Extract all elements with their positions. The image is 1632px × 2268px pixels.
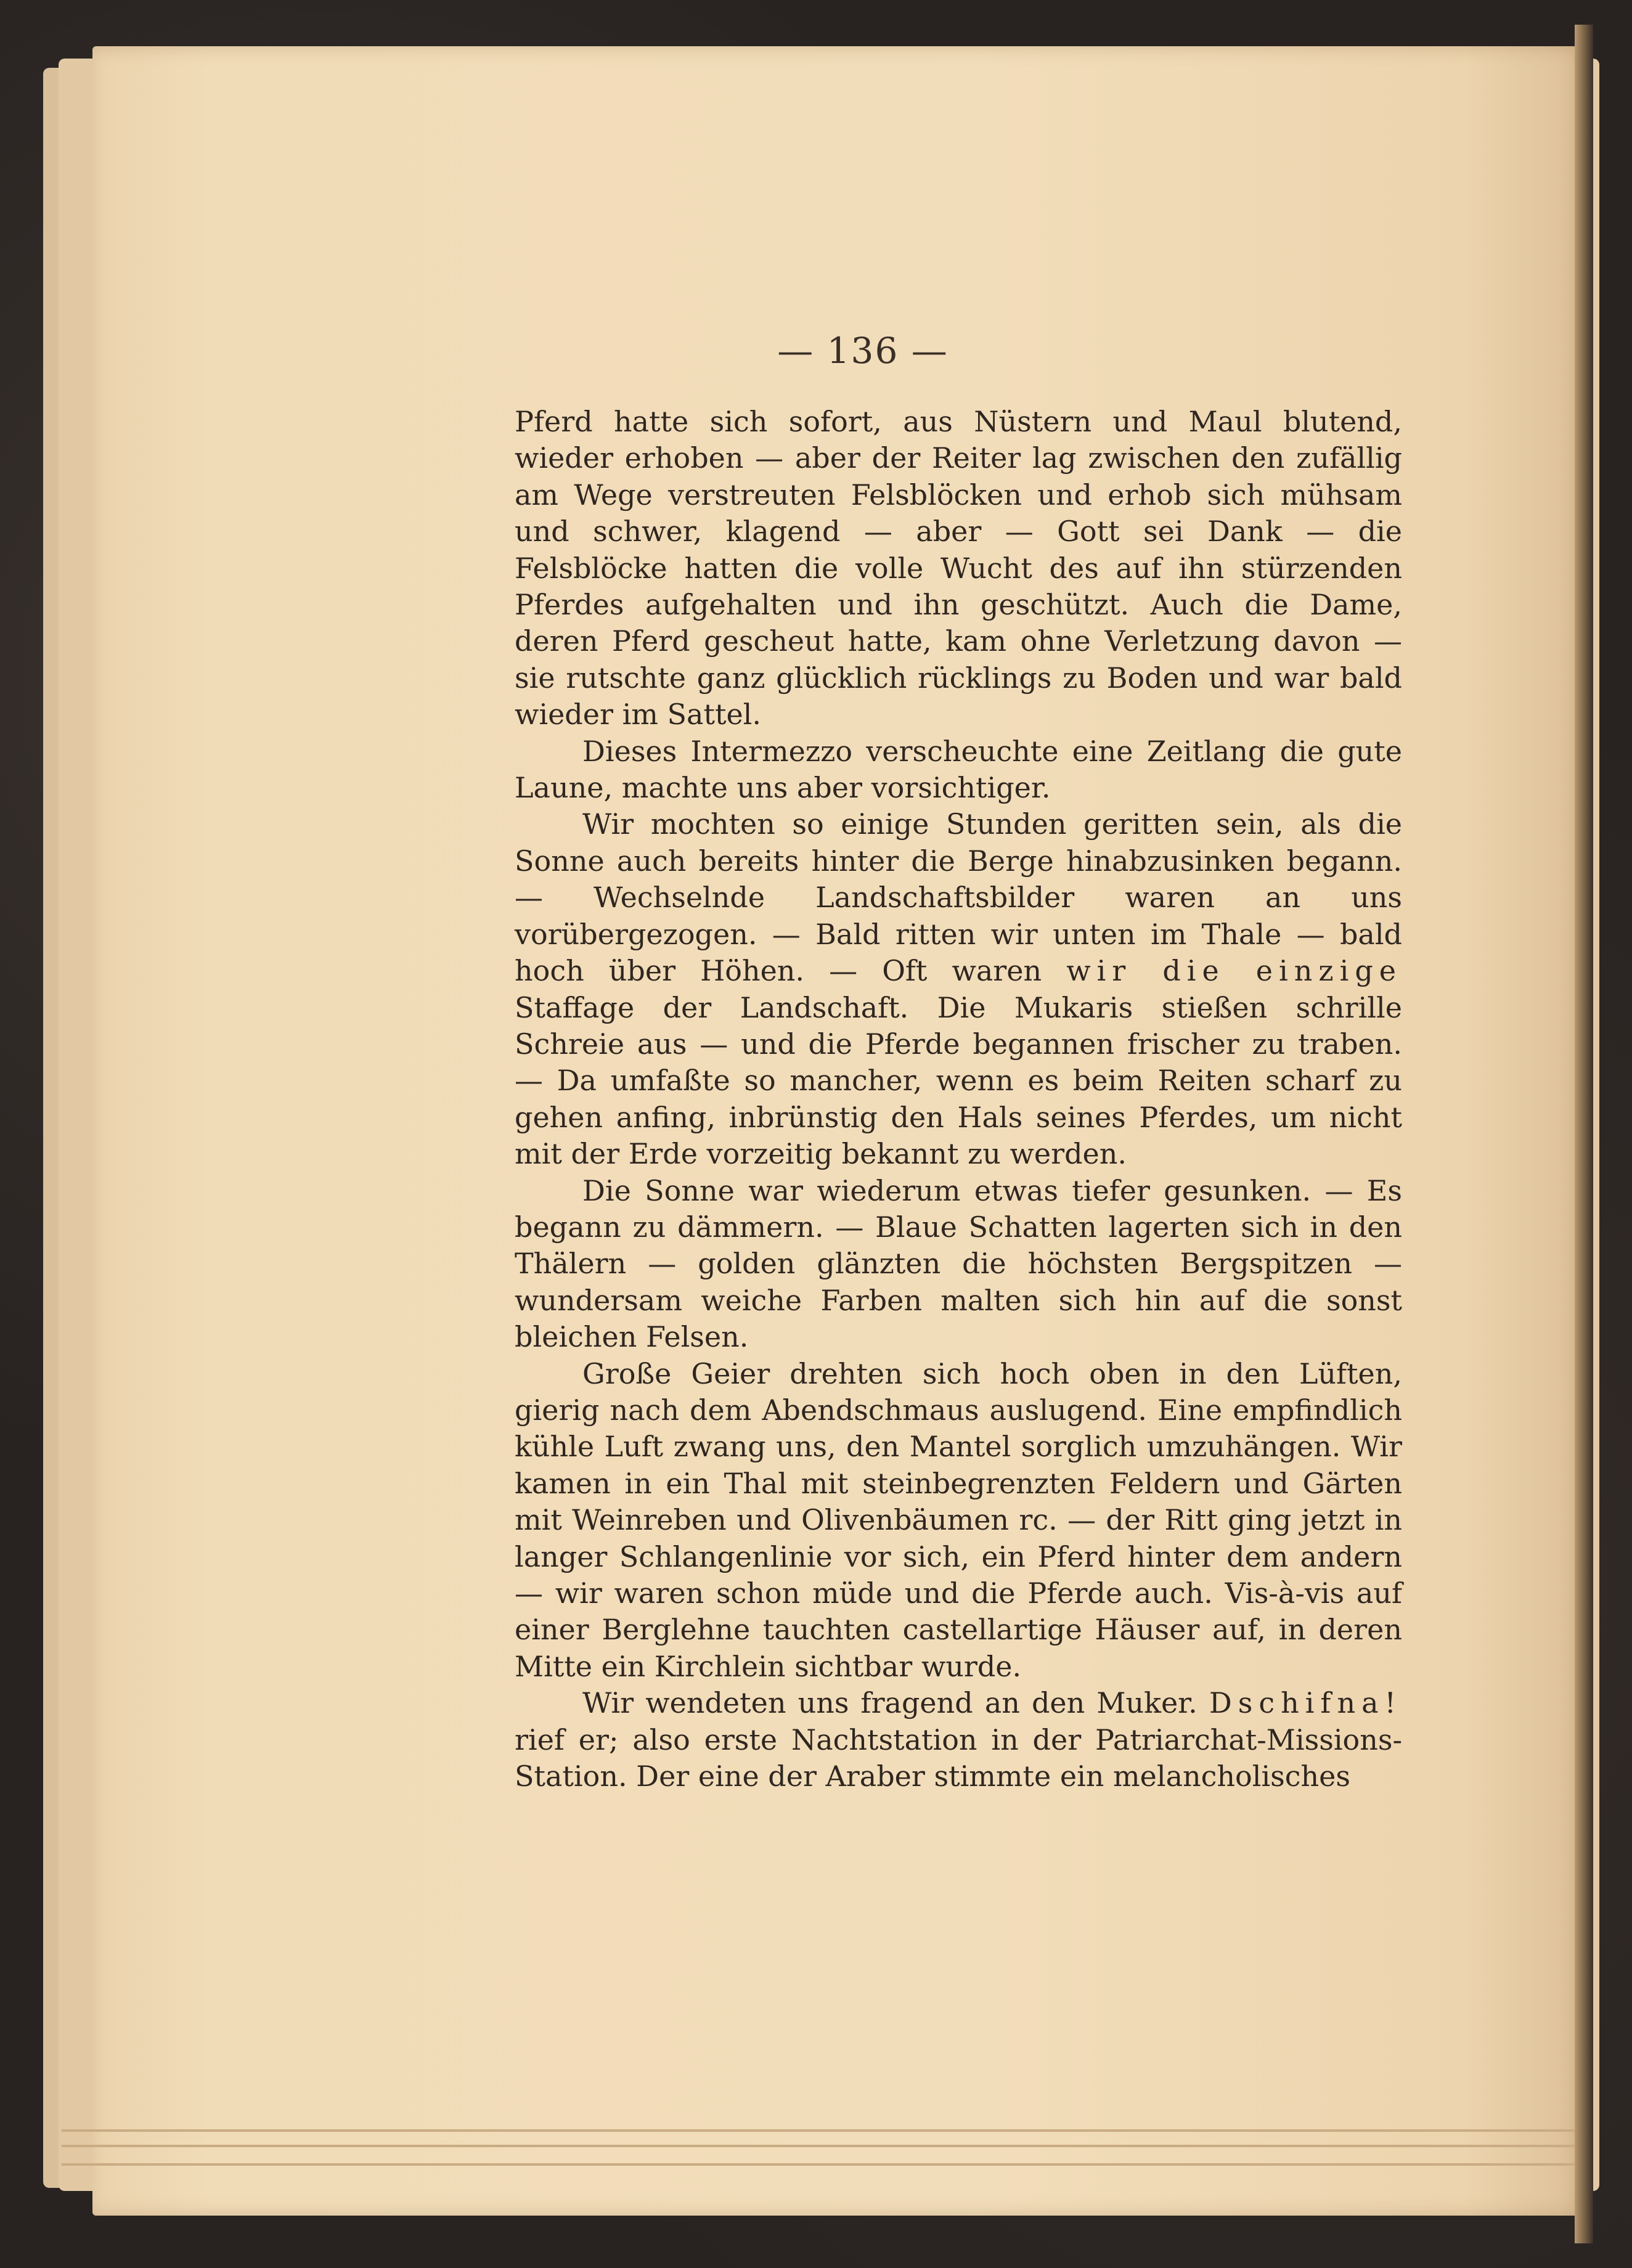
paragraph-2: Dieses Intermezzo verscheuchte eine Zeitlang die gute Laune, machte uns aber vorsichtiger. [515,734,1402,805]
page-edge-line [62,2145,1584,2147]
paragraph-4: Die Sonne war wiederum etwas tiefer gesunken. — Es begann zu dämmern. — Blaue Schatten lagerten sich in den Thälern — golden glänzten die höchsten Bergspitzen — wundersam weiche Farben malten sich hin auf die sonst bleichen Felsen. [515,1173,1402,1354]
paragraph-6-spaced-emphasis: Dschifna! [1209,1686,1402,1720]
paragraph-6 [515,1685,1402,1795]
paragraph-6-part-2: rief er; also erste Nachtstation in der Patriarchat-Missions-Station. Der eine der Araber stimmte ein melancholisches [515,1723,1402,1793]
book-spine [1575,25,1593,2243]
paragraph-3 [515,806,1402,1172]
body-text [515,404,1402,1795]
paragraph-3-part-2: Staffage der Landschaft. Die Mukaris stießen schrille Schreie aus — und die Pferde begannen frischer zu traben. — Da umfaßte so mancher, wenn es beim Reiten scharf zu gehen anfing, inbrünstig den Hals seines Pferdes, um nicht mit der Erde vorzeitig bekannt zu werden. [515,990,1402,1171]
paragraph-5: Große Geier drehten sich hoch oben in den Lüften, gierig nach dem Abendschmaus auslugend. Eine empfindlich kühle Luft zwang uns, den Mantel sorglich umzuhängen. Wir kamen in ein Thal mit steinbegrenzten Feldern und Gärten mit Weinreben und Olivenbäumen rc. — der Ritt ging jetzt in langer Schlangenlinie vor sich, ein Pferd hinter dem andern — wir waren schon müde und die Pferde auch. Vis-à-vis auf einer Berglehne tauchten castellartige Häuser auf, in deren Mitte ein Kirchlein sichtbar wurde. [515,1356,1402,1683]
paragraph-3-spaced-emphasis: wir die einzige [1066,954,1402,988]
paragraph-1: Pferd hatte sich sofort, aus Nüstern und Maul blutend, wieder erhoben — aber der Reiter lag zwischen den zufällig am Wege verstreuten Felsblöcken und erhob sich mühsam und schwer, klagend — aber — Gott sei Dank — die Felsblöcke hatten die volle Wucht des auf ihn stürzenden Pferdes aufgehalten und ihn geschützt. Auch die Dame, deren Pferd gescheut hatte, kam ohne Verletzung davon — sie rutschte ganz glücklich rücklings zu Boden und war bald wieder im Sattel. [515,405,1402,732]
paragraph-6-part-1: Wir wendeten uns fragend an den Muker. [582,1686,1209,1720]
paragraph-3-part-1: Wir mochten so einige Stunden geritten sein, als die Sonne auch bereits hinter die Berge hinabzusinken begann. — Wechselnde Landschaftsbilder waren an uns vorübergezogen. — Bald ritten wir unten im Thale — bald hoch über Höhen. — Oft waren [515,807,1402,988]
page-edge-line [62,2129,1584,2132]
page-edge-line [62,2163,1584,2166]
page-number: — 136 — [777,330,949,372]
